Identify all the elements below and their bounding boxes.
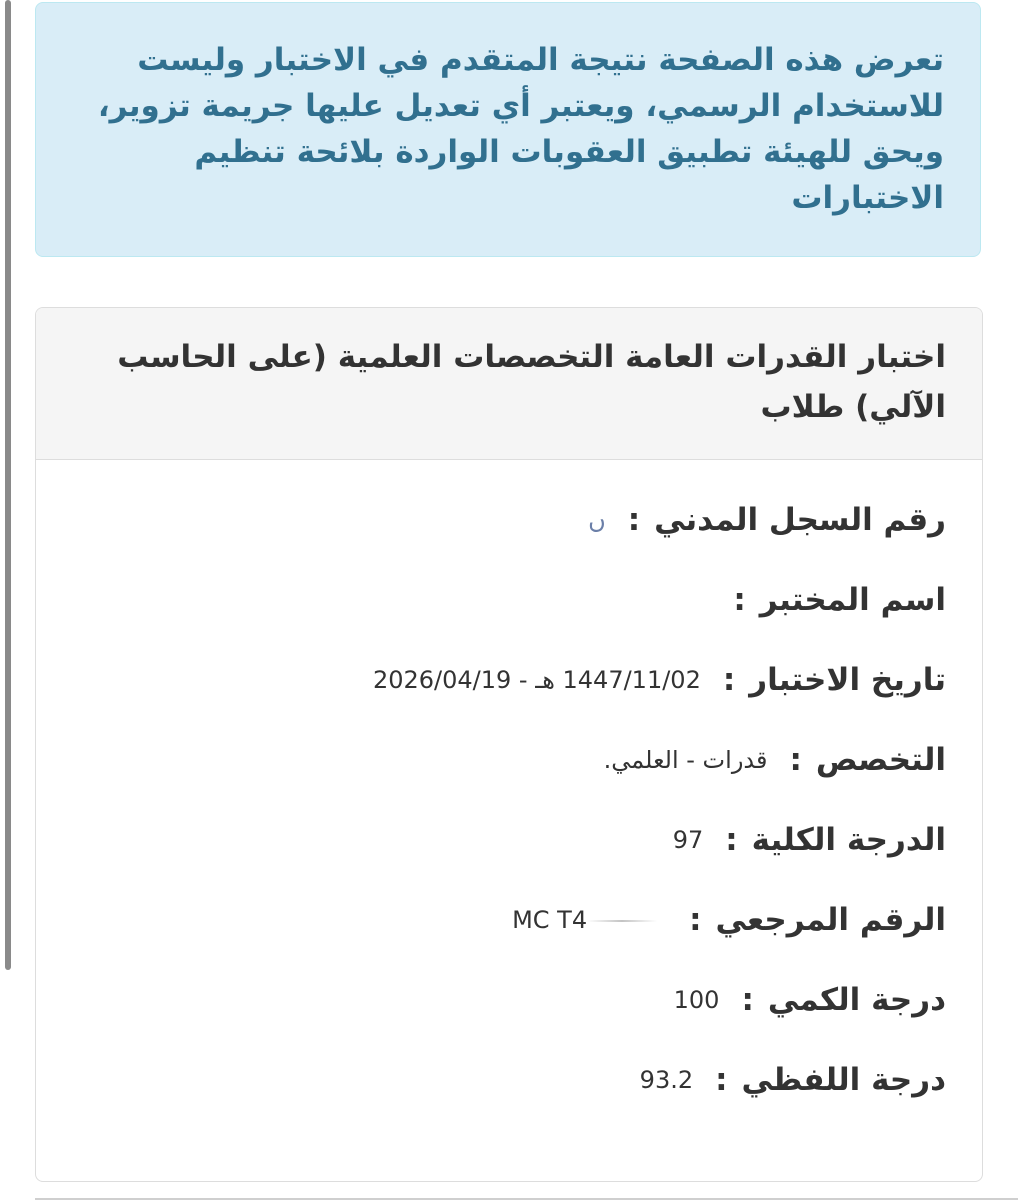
exam-date-label: تاريخ الاختبار bbox=[749, 662, 946, 698]
total-score-value: 97 bbox=[672, 826, 704, 854]
field-row-examinee-name bbox=[711, 575, 946, 625]
field-row-total-score bbox=[673, 815, 946, 865]
examinee-name-colon: : bbox=[733, 582, 746, 618]
quantitative-score-label: درجة الكمي bbox=[767, 982, 946, 1018]
quantitative-score-colon: : bbox=[741, 982, 754, 1018]
verbal-score-colon: : bbox=[715, 1062, 728, 1098]
verbal-score-label: درجة اللفظي bbox=[741, 1062, 946, 1098]
quantitative-score-value: 100 bbox=[673, 986, 720, 1014]
field-row-reference-number bbox=[512, 895, 946, 945]
total-score-label: الدرجة الكلية bbox=[751, 822, 946, 858]
exam-date-value: 1447/11/02 هـ - 2026/04/19 bbox=[372, 666, 701, 694]
total-score-colon: : bbox=[725, 822, 738, 858]
field-row-verbal-score bbox=[640, 1055, 946, 1105]
specialization-colon: : bbox=[789, 742, 802, 778]
reference-number-visible: MC T4 bbox=[512, 906, 588, 934]
disclaimer-alert bbox=[35, 2, 981, 257]
result-panel bbox=[35, 307, 983, 1182]
national-id-value: ں bbox=[588, 506, 606, 534]
specialization-label: التخصص bbox=[815, 742, 946, 778]
scrollbar-thumb[interactable] bbox=[5, 0, 11, 970]
field-row-specialization bbox=[604, 735, 946, 785]
disclaimer-text: تعرض هذه الصفحة نتيجة المتقدم في الاختبار وليست للاستخدام الرسمي، ويعتبر أي تعديل عليها جريمة تزوير، ويحق للهيئة تطبيق العقوبات الواردة بلائحة تنظيم الاختبارات bbox=[97, 42, 944, 216]
exam-date-colon: : bbox=[722, 662, 736, 698]
verbal-score-value: 93.2 bbox=[639, 1066, 694, 1094]
specialization-value: قدرات - العلمي. bbox=[603, 746, 768, 774]
exam-title: اختبار القدرات العامة التخصصات العلمية (على الحاسب الآلي) طلاب bbox=[117, 339, 946, 425]
examinee-name-label: اسم المختبر bbox=[759, 582, 946, 618]
field-row-exam-date bbox=[373, 655, 946, 705]
national-id-colon: : bbox=[627, 502, 641, 538]
field-row-national-id bbox=[588, 495, 946, 545]
national-id-label: رقم السجل المدني bbox=[654, 502, 946, 538]
reference-number-label: الرقم المرجعي bbox=[715, 902, 946, 938]
reference-number-colon: : bbox=[689, 902, 702, 938]
scrollbar-track[interactable] bbox=[0, 0, 14, 1200]
field-row-quantitative-score bbox=[674, 975, 946, 1025]
result-panel-heading bbox=[36, 308, 982, 460]
reference-number-value bbox=[512, 906, 667, 934]
redaction-mark bbox=[587, 920, 657, 922]
